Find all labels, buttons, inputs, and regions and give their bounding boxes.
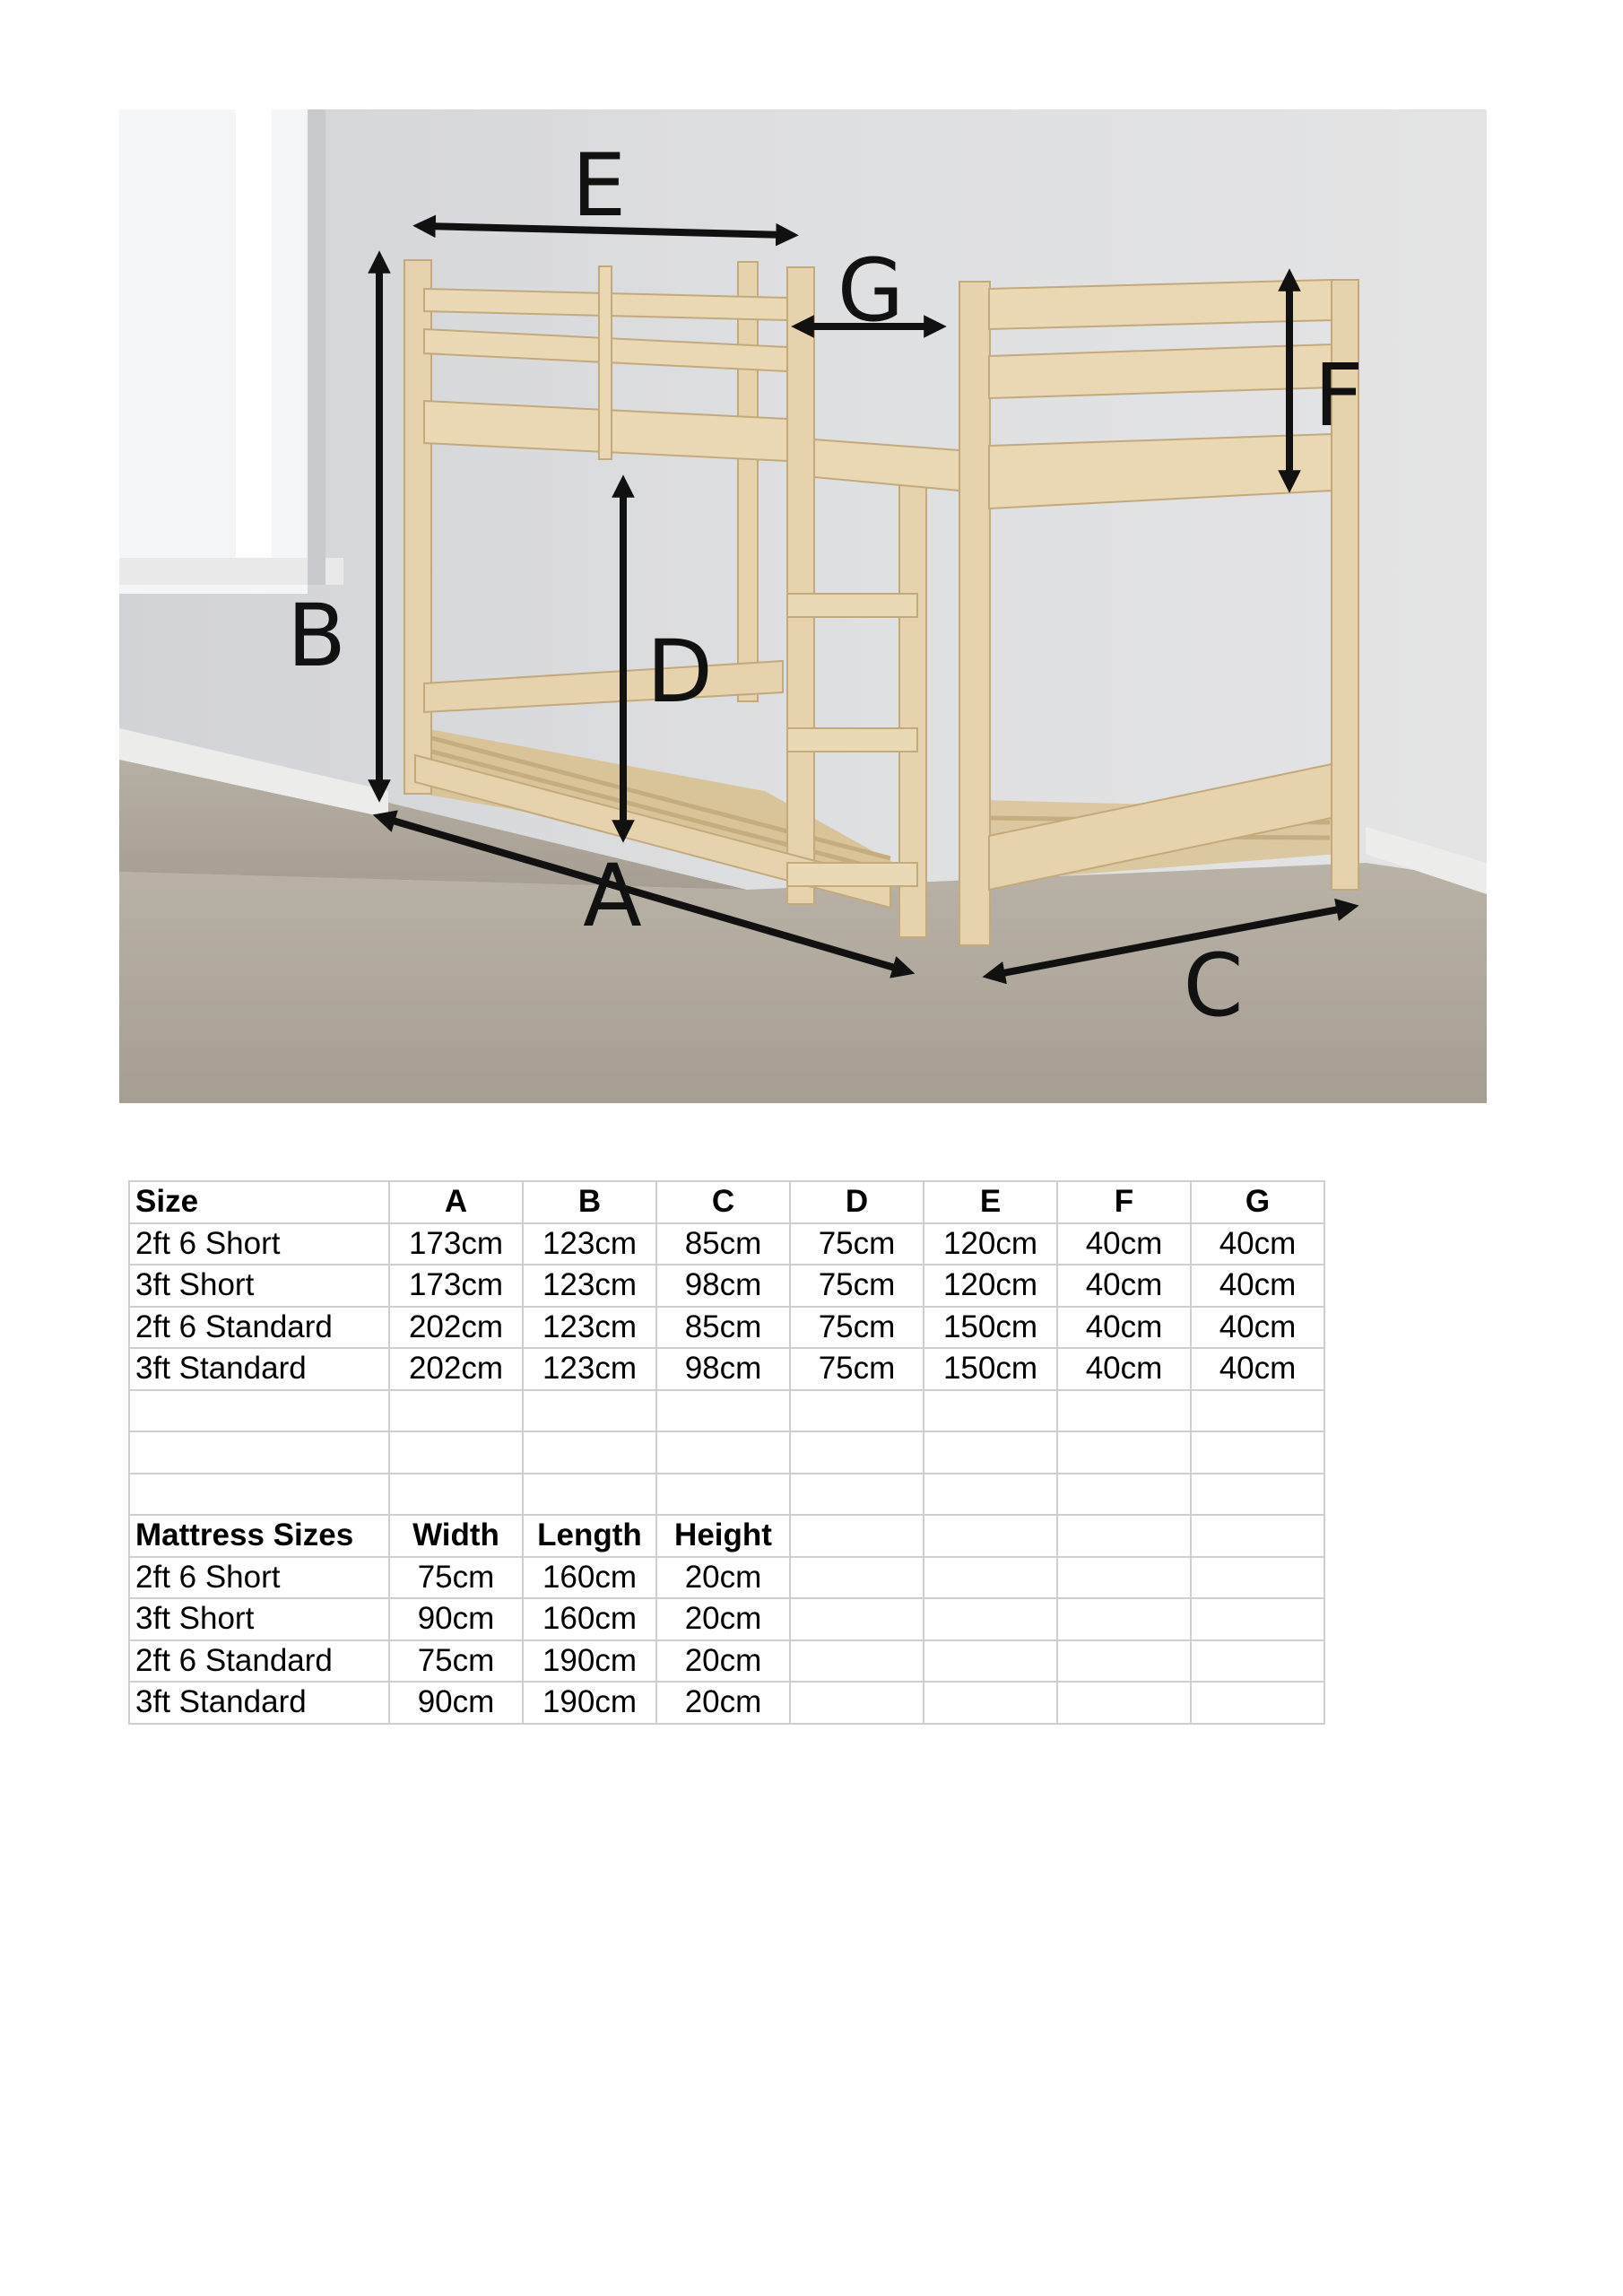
table-cell: 190cm xyxy=(523,1682,656,1724)
table-cell: 120cm xyxy=(924,1223,1057,1265)
header-cell: Mattress Sizes xyxy=(129,1515,389,1557)
header-cell: Length xyxy=(523,1515,656,1557)
table-cell: 160cm xyxy=(523,1557,656,1599)
table-cell: 40cm xyxy=(1057,1307,1191,1349)
mattress-header-row xyxy=(129,1515,1324,1557)
table-cell: 173cm xyxy=(389,1223,523,1265)
label-g: G xyxy=(837,240,905,341)
table-cell: 160cm xyxy=(523,1598,656,1640)
label-f: F xyxy=(1314,345,1364,446)
table-cell: 3ft Short xyxy=(129,1265,389,1307)
header-cell: F xyxy=(1057,1181,1191,1223)
table-cell: 3ft Standard xyxy=(129,1682,389,1724)
table-row xyxy=(129,1265,1324,1307)
bunk-bed-dimension-photo xyxy=(119,109,1487,1103)
table-cell: 123cm xyxy=(523,1223,656,1265)
header-cell: A xyxy=(389,1181,523,1223)
header-cell: E xyxy=(924,1181,1057,1223)
table-cell: 20cm xyxy=(656,1640,790,1683)
header-cell: B xyxy=(523,1181,656,1223)
table-cell: 173cm xyxy=(389,1265,523,1307)
table-cell: 202cm xyxy=(389,1307,523,1349)
header-cell: Size xyxy=(129,1181,389,1223)
table-cell: 90cm xyxy=(389,1682,523,1724)
table-cell: 3ft Short xyxy=(129,1598,389,1640)
table-cell: 2ft 6 Standard xyxy=(129,1307,389,1349)
table-cell: 40cm xyxy=(1057,1265,1191,1307)
mattress-row xyxy=(129,1598,1324,1640)
table-cell: 85cm xyxy=(656,1223,790,1265)
table-cell: 75cm xyxy=(389,1640,523,1683)
table-cell: 150cm xyxy=(924,1348,1057,1390)
table-cell: 40cm xyxy=(1057,1223,1191,1265)
table-cell: 75cm xyxy=(790,1265,924,1307)
table-cell: 75cm xyxy=(790,1223,924,1265)
table-cell: 123cm xyxy=(523,1307,656,1349)
label-a: A xyxy=(583,846,642,946)
mattress-row xyxy=(129,1557,1324,1599)
table-cell: 2ft 6 Short xyxy=(129,1223,389,1265)
table-cell: 2ft 6 Standard xyxy=(129,1640,389,1683)
table-cell: 75cm xyxy=(389,1557,523,1599)
table-cell: 40cm xyxy=(1191,1265,1324,1307)
empty-row xyxy=(129,1390,1324,1432)
table-cell: 20cm xyxy=(656,1557,790,1599)
table-row xyxy=(129,1348,1324,1390)
header-cell: G xyxy=(1191,1181,1324,1223)
mattress-row xyxy=(129,1640,1324,1683)
empty-row xyxy=(129,1431,1324,1474)
label-c: C xyxy=(1183,935,1244,1036)
header-cell: C xyxy=(656,1181,790,1223)
label-b: B xyxy=(287,586,346,686)
table-cell: 40cm xyxy=(1191,1348,1324,1390)
empty-row xyxy=(129,1474,1324,1516)
table-cell: 75cm xyxy=(790,1348,924,1390)
table-row xyxy=(129,1307,1324,1349)
table-row xyxy=(129,1223,1324,1265)
table-cell: 123cm xyxy=(523,1265,656,1307)
dimensions-table xyxy=(128,1180,1325,1725)
table-cell: 90cm xyxy=(389,1598,523,1640)
table-cell: 190cm xyxy=(523,1640,656,1683)
table-cell: 40cm xyxy=(1191,1307,1324,1349)
table-cell: 20cm xyxy=(656,1598,790,1640)
table-cell: 75cm xyxy=(790,1307,924,1349)
table-cell: 85cm xyxy=(656,1307,790,1349)
label-d: D xyxy=(647,622,713,722)
table-cell: 2ft 6 Short xyxy=(129,1557,389,1599)
header-cell: D xyxy=(790,1181,924,1223)
label-e: E xyxy=(571,135,627,236)
header-cell: Height xyxy=(656,1515,790,1557)
table-cell: 3ft Standard xyxy=(129,1348,389,1390)
table-cell: 40cm xyxy=(1191,1223,1324,1265)
table-cell: 120cm xyxy=(924,1265,1057,1307)
header-cell: Width xyxy=(389,1515,523,1557)
mattress-row xyxy=(129,1682,1324,1724)
table-cell: 40cm xyxy=(1057,1348,1191,1390)
table-cell: 202cm xyxy=(389,1348,523,1390)
table-cell: 123cm xyxy=(523,1348,656,1390)
table-cell: 150cm xyxy=(924,1307,1057,1349)
table-cell: 98cm xyxy=(656,1265,790,1307)
table-header-row xyxy=(129,1181,1324,1223)
table-cell: 98cm xyxy=(656,1348,790,1390)
table-cell: 20cm xyxy=(656,1682,790,1724)
